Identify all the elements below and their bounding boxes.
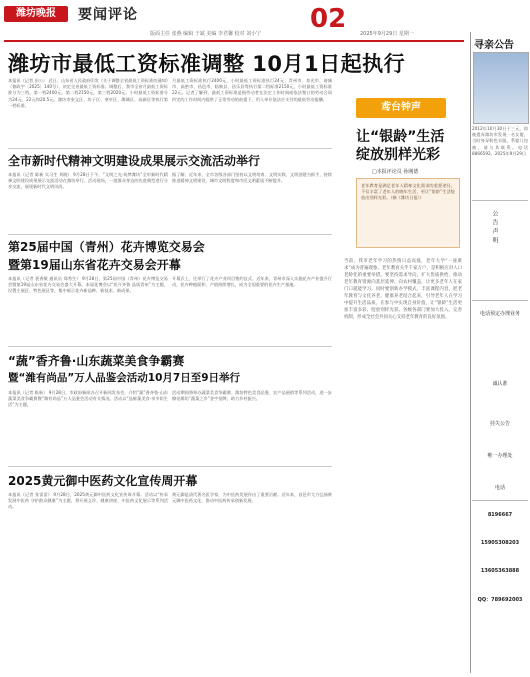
story4-headline-line1: “蔬”香齐鲁·山东蔬菜美食争霸赛	[8, 354, 185, 368]
qq-number: QQ：789692003	[477, 597, 523, 603]
commentary-badge: 鸢台钟声	[356, 98, 446, 118]
story5-column-2: 黄元御是清代著名医学家，为中医药发展作出了重要贡献。近年来，昌邑市大力弘扬黄元御中医药文化，推动中医药传承创新发展。	[172, 492, 332, 504]
phone-number-3: 13605363888	[480, 568, 520, 574]
commentary-title-line1: 让“银龄”生活	[356, 129, 445, 145]
story3-column-1: 本报讯（记者 裴香敏 通讯员 郑秀生） 9月28日，第25届中国（青州）花卉博览交易会暨第19届山东省花卉交易会盛大开幕。本届花博会以“花开齐鲁 品质青州”为主题，设置主展区、特色展区等，集中展示花卉新品种、新技术、新成果。	[8, 276, 168, 294]
issue-date: 2025年9月29日 星期一	[360, 31, 414, 37]
story5-column-1: 本报讯（记者 张雷雷） 9月28日，2025黄元御中医药文化宣传周开幕。活动以“传承发展中医药 守护群众健康”为主题，将开展义诊、健康讲座、中医药文化展示等系列活动。	[8, 492, 168, 510]
divider	[472, 200, 528, 201]
section-title: 要闻评论	[78, 7, 138, 23]
lead-headline: 潍坊市最低工资标准调整 10月1日起执行	[8, 52, 406, 76]
story2-column-1: 本报讯（记者 陈新 实习生 刘晓） 9月28日下午，“文明之光·筑梦潍坊”全市新时代精神文明建设成果展示交流活动在潍坊举行。活动现场，一批群众身边的先进典型进行分享交流，展现新时代文明风尚。	[8, 172, 168, 190]
commentary-title-line2: 绽放别样光彩	[356, 147, 440, 163]
divider	[8, 234, 332, 235]
missing-person-photo	[473, 52, 529, 124]
commentary-summary: 老年教育是满足老年人精神文化需求的重要途径。不仅丰富了老年人的晚年生活，更让“银龄”生活绽放出别样光彩。（摘《潍坊日报》）	[361, 183, 455, 201]
lead-column-1: 本报讯（记者 田公） 近日，山东省人民政府印发《关于调整全省最低工资标准的通知》（鲁政字〔2025〕140号），决定全省最低工资标准。调整后，我市全省月最低工资标准分为三档。第一档2400元，第二档2150元，第三档2020元。小时最低工资标准分为24元、22元和20.5元。潍坊市奎文区、坊子区、寒亭区、潍城区、高新区等执行第一档标准。	[8, 78, 168, 108]
commentary-body: 当前，我市老年学习的热情日益高涨，老年大学“一座难求”成为普遍现象。老年教育关乎千家万户，是积极应对人口老龄化的重要举措。要坚持需求导向，扩大优质供给，推动老年教育资源向基层延伸、向农村覆盖，让更多老年人在家门口就能学习。同时要创新办学模式，丰富课程内容，把老年教育与文化养老、健康养老结合起来，引导老年人在学习中提升生活品质，在参与中实现自身价值，让“银龄”生活更加丰富多彩、绽放别样光彩。各级各部门要加大投入、完善机制，形成全社会共同关心支持老年教育的良好氛围。	[344, 259, 462, 320]
story4-column-2: 活动期间将举办蔬菜美食争霸赛、潍坊特色美食品鉴、农产品展销等系列活动，进一步擦亮潍坊“蔬菜之乡”金字招牌，助力乡村振兴。	[172, 390, 332, 402]
story3-headline-line2: 暨第19届山东省花卉交易会开幕	[8, 258, 181, 272]
notice-text: 2012年10月30日于三元，即被遗弃潍坊市发现一名女婴，当时身穿粉色衣服，系婴儿包被，请与其联系。电话8866592。2025年9月29日	[472, 126, 528, 156]
notice-item-2: 诚认准	[492, 381, 508, 387]
divider	[472, 500, 528, 501]
notice-item-1: 电话预定办理业务	[479, 311, 520, 317]
commentary-summary-box	[356, 178, 460, 248]
divider	[472, 300, 528, 301]
story5-headline: 2025黄元御中医药文化宣传周开幕	[8, 474, 198, 488]
newspaper-logo: 潍坊晚报	[4, 6, 68, 22]
notice-item-5: 电话	[494, 485, 505, 491]
commentary-author: □本报评论员 孙刚德	[372, 169, 419, 175]
divider	[8, 346, 332, 347]
story4-column-1: 本报讯（记者 陈新） 9月28日，市政府新闻办召开新闻发布会，介绍“蔬”香齐鲁·山东蔬菜美食争霸赛暨“潍有尚品”万人品鉴会活动有关情况。活动以“品鲜蔬美食·享多彩生活”为主题。	[8, 390, 168, 408]
story2-column-2: 据了解，近年来，全市各级各部门坚持以文明培育、文明实践、文明创建为抓手，持续推进精神文明建设，城市文明程度和市民文明素质不断提升。	[172, 172, 332, 184]
masthead	[0, 0, 468, 40]
notice-item-3: 挂失公告	[489, 421, 510, 427]
notice-title: 寻亲公告	[474, 40, 514, 51]
divider	[8, 148, 332, 149]
lead-column-2: 月最低工资标准执行2400元，小时最低工资标准执行24元；青州市、寿光市、诸城市、高密市、昌邑市、临朐县、昌乐县等执行第二档标准2150元，小时最低工资标准22元。记者了解到，最低工资标准是指劳动者在法定工作时间或依法签订的劳动合同约定的工作时间内提供了正常劳动的前提下，用人单位依法应支付的最低劳动报酬。	[172, 78, 332, 102]
phone-number-1: 8196667	[487, 512, 513, 518]
masthead-divider	[4, 40, 464, 42]
editor-credits: 版面主任 张燕 编辑 于斌 美编 李君馨 校对 刘小宁	[150, 31, 262, 37]
story2-headline: 全市新时代精神文明建设成果展示交流活动举行	[8, 154, 261, 168]
story4-headline-line2: 暨“潍有尚品”万人品鉴会活动10月7日至9日举行	[8, 372, 241, 384]
notice-vertical-heading: 公告声明	[491, 210, 498, 246]
divider	[8, 466, 332, 467]
story3-column-2: 开幕式上，还举行了花卉产业项目签约仪式。近年来，青州市深入实施花卉产业提升行动，花卉种植面积、产值持续增长，成为全国重要的花卉生产基地。	[172, 276, 332, 288]
notice-item-4: 唯一办理处	[487, 453, 513, 459]
story3-headline-line1: 第25届中国（青州）花卉博览交易会	[8, 240, 205, 254]
page-number: 02	[310, 4, 347, 34]
phone-number-2: 15905308203	[480, 540, 520, 546]
